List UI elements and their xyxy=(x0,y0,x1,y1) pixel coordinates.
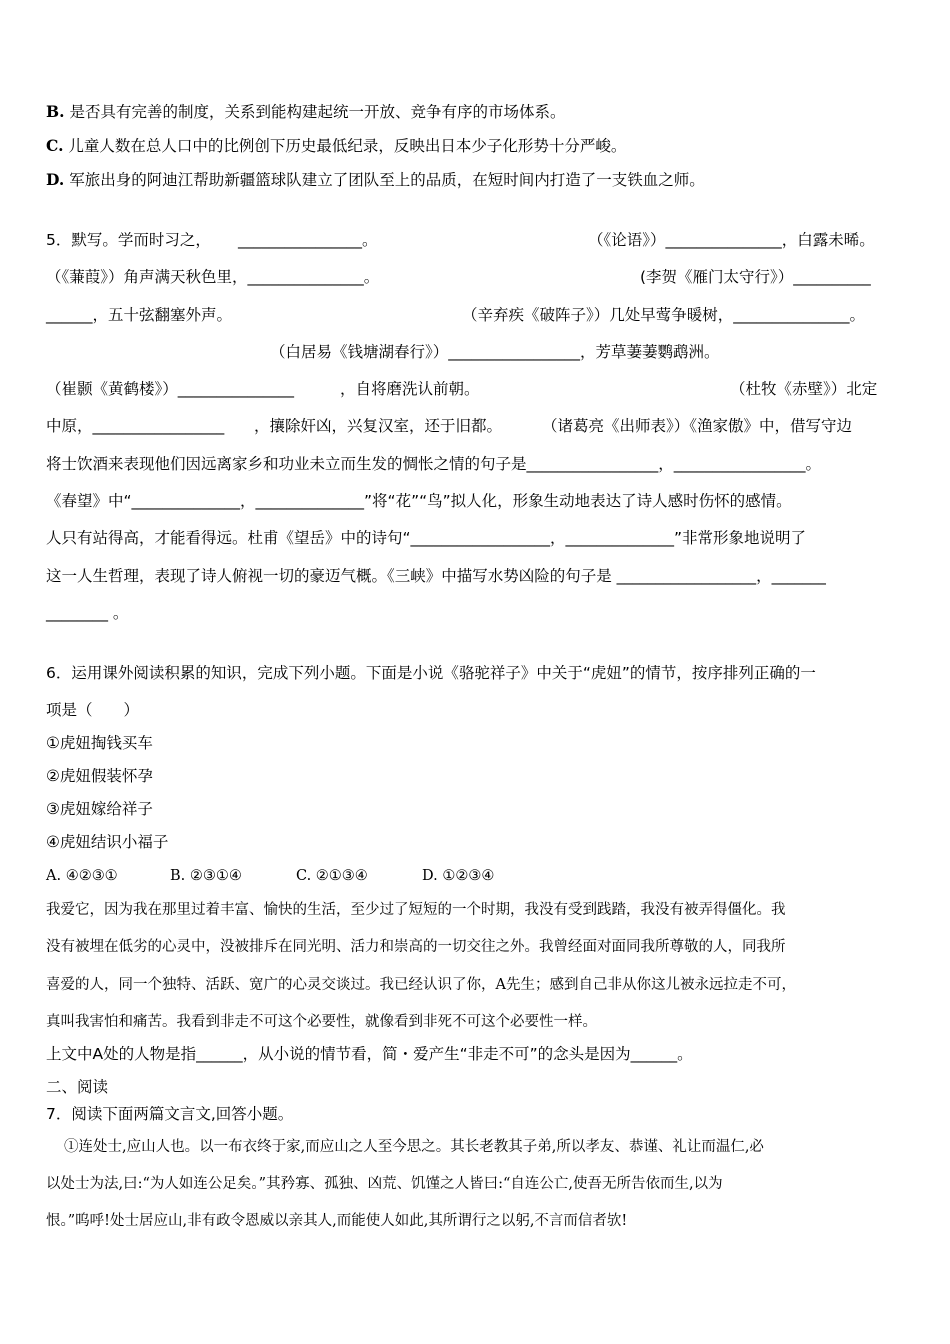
q5-line: （诸葛亮《出师表》）《渔家傲》中，借写守边 xyxy=(542,417,853,435)
q5-line: ________________。 xyxy=(238,231,378,249)
q5-line: 这一人生哲理，表现了诗人俯视一切的豪迈气概。《三峡》中描写水势凶险的句子是 __________________，_______ xyxy=(46,567,826,585)
q6-stem: 项是（ ） xyxy=(46,701,140,719)
option-letter: B. xyxy=(46,102,65,121)
passage-line: 没有被埋在低劣的心灵中，没被排斥在同光明、活力和崇高的一切交往之外。我曾经面对面同我所尊敬的人，同我所 xyxy=(46,939,786,955)
q5-line: ，自将磨洗认前朝。 xyxy=(340,380,480,398)
q5-line: （杜牧《赤壁》）北定 xyxy=(730,380,878,398)
q6-choice-a: A. ④②③① xyxy=(46,868,118,884)
q5-line: （崔颢《黄鹤楼》）_______________ xyxy=(46,380,295,398)
option-c xyxy=(46,136,626,156)
option-text: 是否具有完善的制度，关系到能构建起统一开放、竞争有序的市场体系。 xyxy=(69,103,566,121)
q5-line: 中原，_________________ xyxy=(46,417,225,435)
q5-line: 将士饮酒来表现他们因远离家乡和功业未立而生发的惆怅之情的句子是_________________，_________________。 xyxy=(46,455,822,473)
q5-line: （辛弃疾《破阵子》）几处早莺争暖树，_______________。 xyxy=(462,306,866,324)
passage-line: 我爱它，因为我在那里过着丰富、愉快的生活，至少过了短短的一个时期，我没有受到践踏，我没有被弄得僵化。我 xyxy=(46,902,786,918)
passage-line: 真叫我害怕和痛苦。我看到非走不可这个必要性，就像看到非死不可这个必要性一样。 xyxy=(46,1014,597,1030)
q5-line: （《论语》）_______________，白露未晞。 xyxy=(588,231,875,249)
q6-item: ④虎妞结识小福子 xyxy=(46,833,169,851)
passage-line: 喜爱的人，同一个独特、活跃、宽广的心灵交谈过。我已经认识了你，A先生；感到自己非从你这儿被永远拉走不可， xyxy=(46,977,796,993)
q5-line: 人只有站得高，才能看得远。杜甫《望岳》中的诗句“__________________，______________”非常形象地说明了 xyxy=(46,529,807,547)
classical-passage-line: 恨。”呜呼!处士居应山,非有政令恩威以亲其人,而能使人如此,其所谓行之以躬,不言而信者欤! xyxy=(46,1213,628,1229)
option-d xyxy=(46,170,705,190)
q5-line: (李贺《雁门太守行》）__________ xyxy=(640,268,871,286)
q6-stem: 6．运用课外阅读积累的知识，完成下列小题。下面是小说《骆驼祥子》中关于“虎妞”的情节，按序排列正确的一 xyxy=(46,664,816,682)
option-letter: D. xyxy=(46,170,65,189)
q6-item: ②虎妞假装怀孕 xyxy=(46,767,153,785)
q7-stem: 7．阅读下面两篇文言文,回答小题。 xyxy=(46,1105,294,1123)
q5-line: 5．默写。学而时习之， xyxy=(46,231,211,249)
q6-question: 上文中A处的人物是指______，从小说的情节看，简・爱产生“非走不可”的念头是因为______。 xyxy=(46,1045,693,1063)
option-text: 儿童人数在总人口中的比例创下历史最低纪录，反映出日本少子化形势十分严峻。 xyxy=(68,137,627,155)
section-heading: 二、阅读 xyxy=(46,1078,109,1096)
q6-choice-c: C. ②①③④ xyxy=(296,868,368,884)
q6-choice-b: B. ②③①④ xyxy=(170,868,242,884)
q6-choice-d: D. ①②③④ xyxy=(422,868,495,884)
option-text: 军旅出身的阿迪江帮助新疆篮球队建立了团队至上的品质，在短时间内打造了一支铁血之师。 xyxy=(69,171,705,189)
q6-item: ①虎妞掏钱买车 xyxy=(46,734,153,752)
classical-passage-line: 以处士为法,曰:“为人如连公足矣。”其矜寡、孤独、凶荒、饥馑之人皆曰:“自连公亡,使吾无所告依而生,以为 xyxy=(46,1176,723,1192)
option-letter: C. xyxy=(46,136,64,155)
q6-item: ③虎妞嫁给祥子 xyxy=(46,800,153,818)
classical-passage-line: ①连处士,应山人也。以一布衣终于家,而应山之人至今思之。其长老教其子弟,所以孝友、恭谨、礼让而温仁,必 xyxy=(64,1139,764,1155)
q5-line: ______，五十弦翻塞外声。 xyxy=(46,306,233,324)
q5-line: ，攘除奸凶，兴复汉室，还于旧都。 xyxy=(254,417,503,435)
q5-line: （《蒹葭》）角声满天秋色里，_______________。 xyxy=(46,268,380,286)
option-b xyxy=(46,102,565,122)
q5-line: 《春望》中“______________，______________”将“花”“鸟”拟人化，形象生动地表达了诗人感时伤怀的感情。 xyxy=(46,492,792,510)
q5-line: ________ 。 xyxy=(46,604,129,622)
q5-line: （白居易《钱塘湖春行》）_________________，芳草萋萋鹦鹉洲。 xyxy=(270,343,720,361)
